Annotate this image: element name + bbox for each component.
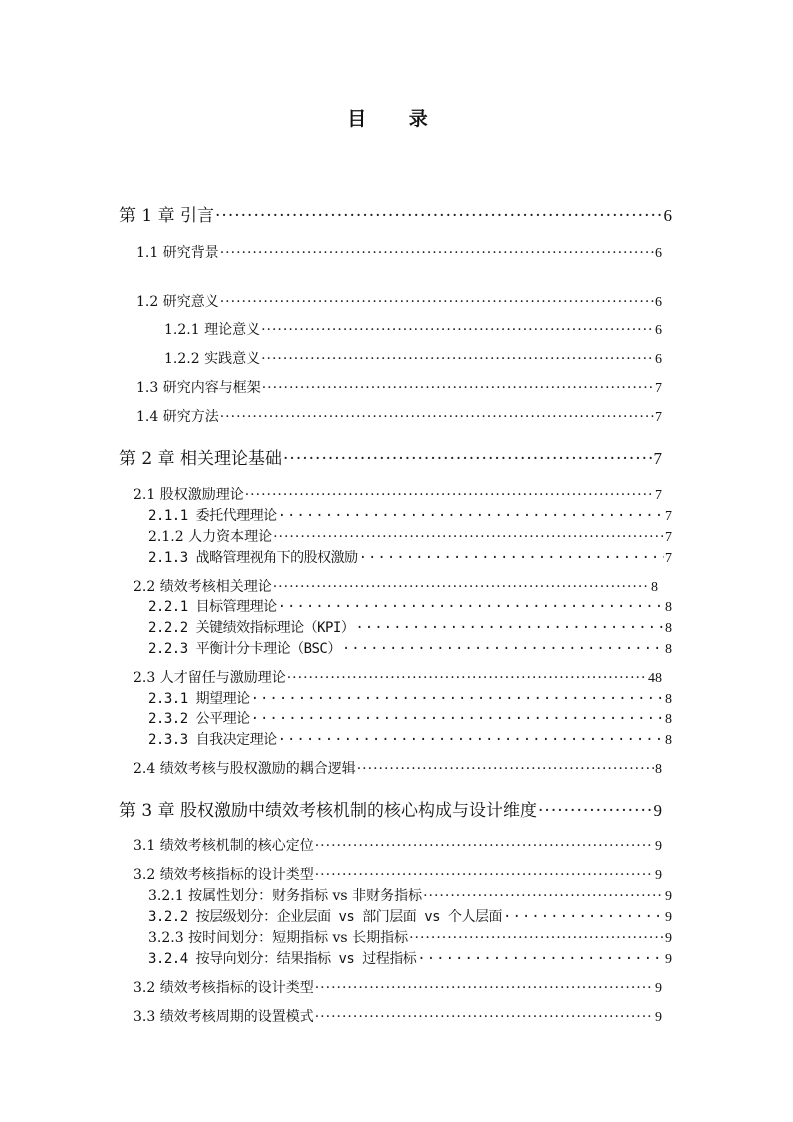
toc-entry-3-2-3[interactable] (148, 927, 672, 947)
toc-entry-2-3-1[interactable] (148, 688, 672, 708)
toc-entry-2-2-1[interactable] (148, 596, 672, 616)
toc-entry-label: 2.3.2 公平理论 (148, 711, 250, 727)
leader-dots (409, 930, 664, 946)
leader-dots (287, 670, 647, 686)
leader-dots (315, 980, 654, 996)
toc-entry-label: 第 1 章 引言 (119, 206, 215, 226)
toc-entry-label: 3.2 绩效考核指标的设计类型 (133, 867, 314, 883)
toc-entry-label: 1.3 研究内容与框架 (136, 380, 261, 396)
toc-entry-page: 9 (665, 952, 672, 967)
toc-entry-label: 2.4 绩效考核与股权激励的耦合逻辑 (133, 761, 356, 777)
leader-dots (315, 867, 654, 883)
toc-entry-page: 6 (655, 323, 662, 338)
toc-entry-page: 6 (655, 295, 662, 310)
toc-entry-label: 第 3 章 股权激励中绩效考核机制的核心构成与设计维度 (119, 801, 538, 821)
toc-entry-page: 8 (665, 600, 672, 615)
leader-dots (315, 838, 654, 854)
leader-dots (220, 245, 654, 261)
leader-dots (283, 449, 652, 469)
leader-dots (273, 579, 650, 595)
toc-entry-label: 2.1.2 人力资本理论 (148, 529, 273, 545)
leader-dots (278, 732, 664, 748)
leader-dots (245, 487, 654, 503)
toc-entry-page: 9 (655, 839, 662, 854)
toc-entry-1-2-1[interactable] (164, 319, 662, 339)
toc-entry-label: 3.2.3 按时间划分：短期指标 vs 长期指标 (148, 930, 409, 946)
leader-dots (220, 294, 654, 310)
leader-dots (342, 641, 664, 657)
toc-entry-page: 6 (663, 206, 672, 225)
toc-entry-label: 2.2 绩效考核相关理论 (133, 579, 272, 595)
toc-entry-1-4[interactable] (136, 406, 662, 426)
leader-dots (359, 550, 664, 566)
toc-entry-page: 8 (651, 580, 658, 595)
toc-entry-page: 9 (665, 889, 672, 904)
leader-dots (261, 351, 654, 367)
toc-entry-page: 8 (655, 762, 662, 777)
toc-entry-2-3[interactable] (133, 667, 662, 687)
leader-dots (355, 620, 664, 636)
leader-dots (261, 322, 654, 338)
toc-entry-page: 8 (665, 733, 672, 748)
toc-entry-label: 3.2 绩效考核指标的设计类型 (133, 980, 314, 996)
toc-entry-page: 9 (653, 801, 662, 820)
toc-entry-label: 2.1 股权激励理论 (133, 487, 244, 503)
toc-entry-page: 9 (665, 931, 672, 946)
toc-entry-page: 6 (655, 246, 662, 261)
leader-dots (503, 909, 664, 925)
leader-dots (251, 691, 664, 707)
leader-dots (262, 380, 654, 396)
toc-entry-page: 9 (655, 1010, 662, 1025)
leader-dots (220, 409, 654, 425)
toc-entry-page: 6 (655, 352, 662, 367)
toc-entry-chapter-3[interactable] (119, 796, 662, 821)
toc-entry-2-3-3[interactable] (148, 729, 672, 749)
toc-entry-label: 2.3.1 期望理论 (148, 691, 250, 707)
toc-entry-2-1-1[interactable] (148, 505, 672, 525)
toc-entry-label: 2.3.3 自我决定理论 (148, 732, 277, 748)
toc-entry-page: 8 (665, 621, 672, 636)
toc-entry-label: 2.2.3 平衡计分卡理论（BSC） (148, 641, 341, 657)
leader-dots (357, 761, 654, 777)
toc-entry-page: 7 (653, 449, 662, 468)
toc-entry-label: 2.1.1 委托代理理论 (148, 508, 277, 524)
toc-entry-2-1-2[interactable] (148, 526, 672, 546)
toc-entry-1-1[interactable] (136, 242, 662, 262)
toc-entry-label: 第 2 章 相关理论基础 (119, 449, 283, 469)
toc-entry-2-1[interactable] (133, 484, 662, 504)
leader-dots (278, 599, 664, 615)
toc-entry-2-1-3[interactable] (148, 547, 672, 567)
leader-dots (251, 711, 664, 727)
toc-entry-2-4[interactable] (133, 758, 662, 778)
toc-entry-page: 9 (655, 981, 662, 996)
toc-entry-3-2-4[interactable] (148, 948, 672, 968)
toc-entry-3-1[interactable] (133, 835, 662, 855)
toc-entry-2-2-2[interactable] (148, 617, 672, 637)
toc-entry-label: 1.2 研究意义 (136, 294, 219, 310)
toc-entry-label: 1.2.1 理论意义 (164, 322, 261, 338)
toc-title: 目 录 (347, 108, 446, 130)
toc-entry-label: 3.2.1 按属性划分：财务指标 vs 非财务指标 (148, 888, 423, 904)
toc-entry-page: 8 (665, 642, 672, 657)
leader-dots (215, 206, 662, 226)
leader-dots (273, 529, 664, 545)
toc-entry-label: 2.2.1 目标管理理论 (148, 599, 277, 615)
toc-entry-label: 1.1 研究背景 (136, 245, 219, 261)
toc-entry-page: 48 (648, 671, 662, 686)
leader-dots (423, 888, 664, 904)
leader-dots (417, 951, 664, 967)
toc-entry-2-3-2[interactable] (148, 708, 672, 728)
leader-dots (538, 801, 652, 821)
leader-dots (315, 1009, 654, 1025)
toc-entry-page: 8 (665, 692, 672, 707)
toc-entry-label: 3.2.2 按层级划分：企业层面 vs 部门层面 vs 个人层面 (148, 909, 503, 925)
toc-entry-label: 1.4 研究方法 (136, 409, 219, 425)
toc-entry-page: 8 (665, 712, 672, 727)
toc-entry-1-2-2[interactable] (164, 348, 662, 368)
toc-entry-page: 7 (655, 488, 662, 503)
toc-entry-3-2[interactable] (133, 864, 662, 884)
toc-entry-chapter-2[interactable] (119, 444, 662, 469)
toc-entry-2-2[interactable] (133, 576, 658, 596)
toc-entry-page: 7 (655, 410, 662, 425)
toc-entry-label: 2.1.3 战略管理视角下的股权激励 (148, 550, 358, 566)
toc-entry-page: 7 (665, 551, 672, 566)
toc-entry-page: 7 (665, 509, 672, 524)
toc-entry-label: 3.1 绩效考核机制的核心定位 (133, 838, 314, 854)
toc-entry-label: 3.2.4 按导向划分：结果指标 vs 过程指标 (148, 951, 417, 967)
toc-entry-3-2-2[interactable] (148, 906, 672, 926)
toc-entry-2-2-3[interactable] (148, 638, 672, 658)
leader-dots (278, 508, 664, 524)
toc-entry-chapter-1[interactable] (119, 201, 672, 226)
toc-entry-label: 2.2.2 关键绩效指标理论（KPI） (148, 620, 355, 636)
toc-entry-label: 3.3 绩效考核周期的设置模式 (133, 1009, 314, 1025)
toc-entry-3-2-duplicate[interactable] (133, 977, 662, 997)
toc-entry-1-2[interactable] (136, 291, 662, 311)
toc-entry-page: 7 (655, 381, 662, 396)
toc-entry-page: 7 (665, 530, 672, 545)
toc-entry-1-3[interactable] (136, 377, 662, 397)
toc-entry-3-3[interactable] (133, 1006, 662, 1026)
toc-entry-label: 2.3 人才留任与激励理论 (133, 670, 286, 686)
toc-entry-page: 9 (665, 910, 672, 925)
toc-entry-label: 1.2.2 实践意义 (164, 351, 261, 367)
toc-entry-3-2-1[interactable] (148, 885, 672, 905)
toc-entry-page: 9 (655, 868, 662, 883)
